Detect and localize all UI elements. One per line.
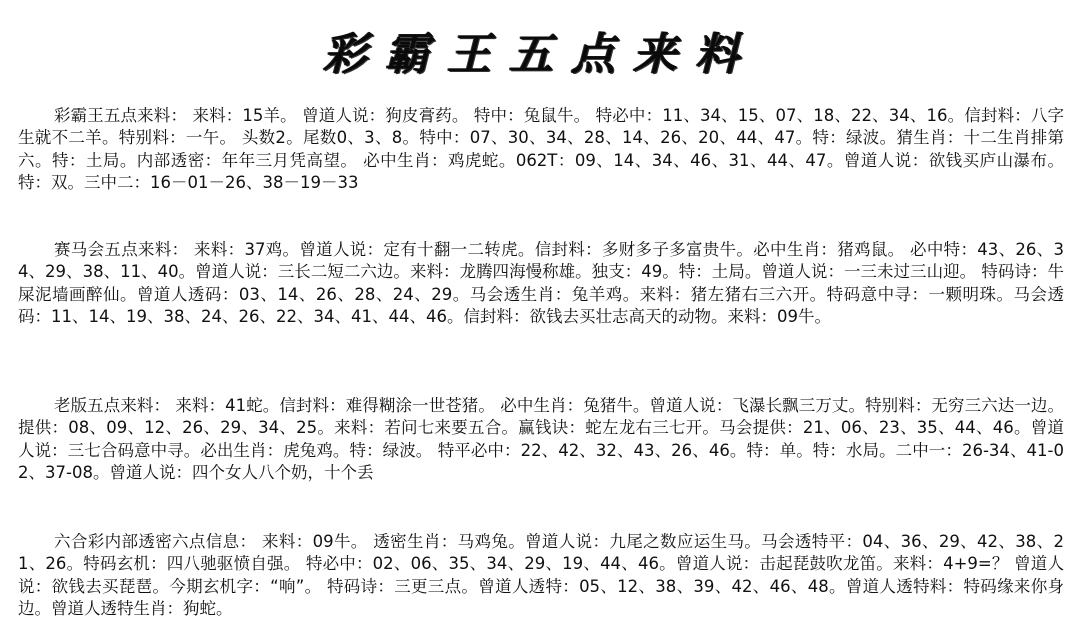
section-sai-ma-hui: 赛马会五点来料： 来料：37鸡。曾道人说：定有十翻一二转虎。信封料：多财多子多富贵牛。必中生肖：猪鸡鼠。 必中特：43、26、34、29、38、11、40。曾道人说：三长二短二六边。来料：龙腾四海慢称雄。独支：49。特：土局。曾道人说：一三未过三山迎。 特码诗：牛屎泥墙画醉仙。曾道人透码：03、14、26、28、24、29。马会透生肖：兔羊鸡。来料：猪左猪右三六开。特码意中寻：一颗明珠。马会透码：11、14、19、38、24、26、22、34、41、44、46。信封料：欲钱去买壮志高天的动物。来料：09牛。 xyxy=(18,239,1064,326)
section-lao-ban: 老版五点来料： 来料：41蛇。信封料：难得糊涂一世苍猪。 必中生肖：兔猪牛。曾道人说：飞瀑长飘三万丈。特别料：无穷三六达一边。提供：08、09、12、26、29、34、25。来料：若问七来要五合。赢钱诀：蛇左龙右三七开。马会提供：21、06、23、35、44、46。曾道人说：三七合码意中寻。必出生肖：虎兔鸡。特：绿波。 特平必中：22、42、32、43、26、46。特：单。特：水局。二中一：26-34、41-02、37-08。曾道人说：四个女人八个奶，十个丢 xyxy=(18,395,1064,482)
section-cai-ba-wang: 彩霸王五点来料： 来料：15羊。 曾道人说：狗皮膏药。 特中：兔鼠牛。 特必中：11、34、15、07、18、22、34、16。信封料：八字生就不二羊。特别料：一午。 头数2。尾数0、3、8。特中：07、30、34、28、14、26、20、44、47。特：绿波。猜生肖：十二生肖排第六。特：土局。内部透密：年年三月凭高望。 必中生肖：鸡虎蛇。062T：09、14、34、46、31、44、47。曾道人说：欲钱买庐山瀑布。特：双。三中二：16－01－26、38－19－33 xyxy=(18,105,1064,192)
page-title: 彩霸王五点来料 xyxy=(323,29,757,80)
section-liu-he-cai: 六合彩内部透密六点信息： 来料：09牛。 透密生肖：马鸡兔。曾道人说：九尾之数应运生马。马会透特平：04、36、29、42、38、21、26。特码玄机：四八驰驱愤自强。 特必中：02、06、35、34、29、19、44、46。曾道人说：击起琵鼓吹龙笛。来料：4+9=？ 曾道人说：欲钱去买琵琶。今期玄机字：“响”。 特码诗：三更三点。曾道人透特：05、12、38、39、42、46、48。曾道人透特料：特码缘来你身边。曾道人透特生肖：狗蛇。 xyxy=(18,531,1064,618)
